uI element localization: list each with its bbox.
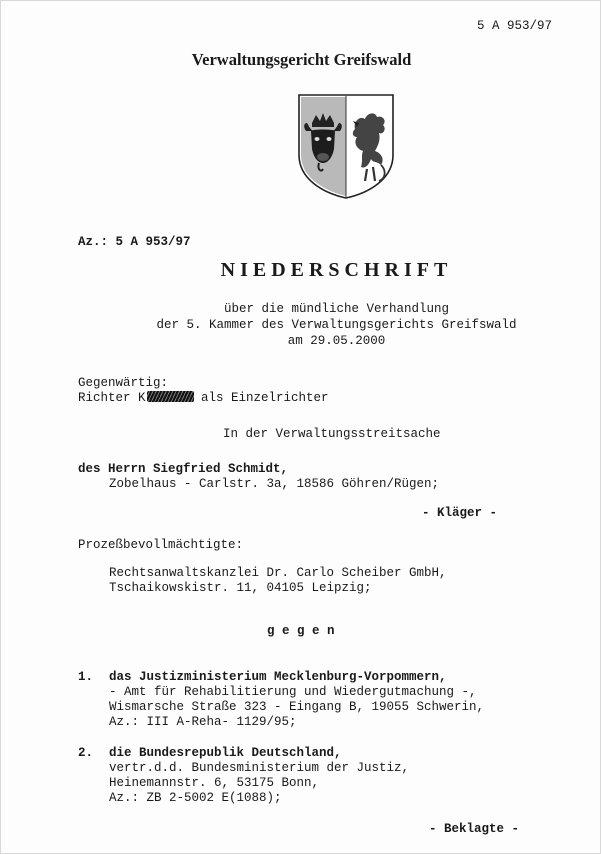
judge-prefix: Richter K bbox=[78, 391, 146, 405]
subtitle-line-1: über die mündliche Verhandlung bbox=[223, 302, 450, 316]
defendant-1-number: 1. bbox=[78, 670, 94, 684]
subtitle-line-3: am 29.05.2000 bbox=[287, 334, 386, 348]
defendant-2-name: die Bundesrepublik Deutschland, bbox=[109, 746, 342, 760]
presence-heading: Gegenwärtig: bbox=[78, 376, 169, 390]
defendant-1-line-3: Az.: III A-Reha- 1129/95; bbox=[109, 715, 297, 729]
case-reference: Az.: 5 A 953/97 bbox=[78, 235, 191, 249]
coat-of-arms-icon bbox=[297, 93, 395, 199]
defendant-2-line-1: vertr.d.d. Bundesministerium der Justiz, bbox=[109, 761, 410, 775]
subtitle-line-2: der 5. Kammer des Verwaltungsgerichts Greifswald bbox=[156, 318, 517, 332]
defendant-2-line-2: Heinemannstr. 6, 53175 Bonn, bbox=[109, 776, 320, 790]
defendant-2-number: 2. bbox=[78, 746, 94, 760]
file-reference-header: 5 A 953/97 bbox=[477, 19, 553, 33]
counsel-line-1: Rechtsanwaltskanzlei Dr. Carlo Scheiber GmbH, bbox=[109, 566, 447, 580]
defendant-role: - Beklagte - bbox=[429, 822, 520, 836]
plaintiff-role: - Kläger - bbox=[422, 506, 498, 520]
versus-label: g e g e n bbox=[267, 624, 335, 638]
judge-line bbox=[78, 391, 329, 405]
redaction-mark bbox=[147, 391, 194, 402]
plaintiff-name: des Herrn Siegfried Schmidt, bbox=[78, 462, 289, 476]
document-title: NIEDERSCHRIFT bbox=[220, 259, 453, 281]
counsel-line-2: Tschaikowskistr. 11, 04105 Leipzig; bbox=[109, 581, 372, 595]
defendant-1-line-2: Wismarsche Straße 323 - Eingang B, 19055 Schwerin, bbox=[109, 700, 485, 714]
defendant-1-line-1: - Amt für Rehabilitierung und Wiedergutmachung -, bbox=[109, 685, 477, 699]
defendant-2-line-3: Az.: ZB 2-5002 E(1088); bbox=[109, 791, 282, 805]
counsel-heading: Prozeßbevollmächtigte: bbox=[78, 538, 244, 552]
defendant-1-name: das Justizministerium Mecklenburg-Vorpommern, bbox=[109, 670, 447, 684]
case-intro: In der Verwaltungsstreitsache bbox=[223, 427, 441, 441]
court-name: Verwaltungsgericht Greifswald bbox=[191, 50, 412, 69]
plaintiff-address: Zobelhaus - Carlstr. 3a, 18586 Göhren/Rügen; bbox=[109, 477, 440, 491]
judge-suffix: als Einzelrichter bbox=[201, 391, 329, 405]
